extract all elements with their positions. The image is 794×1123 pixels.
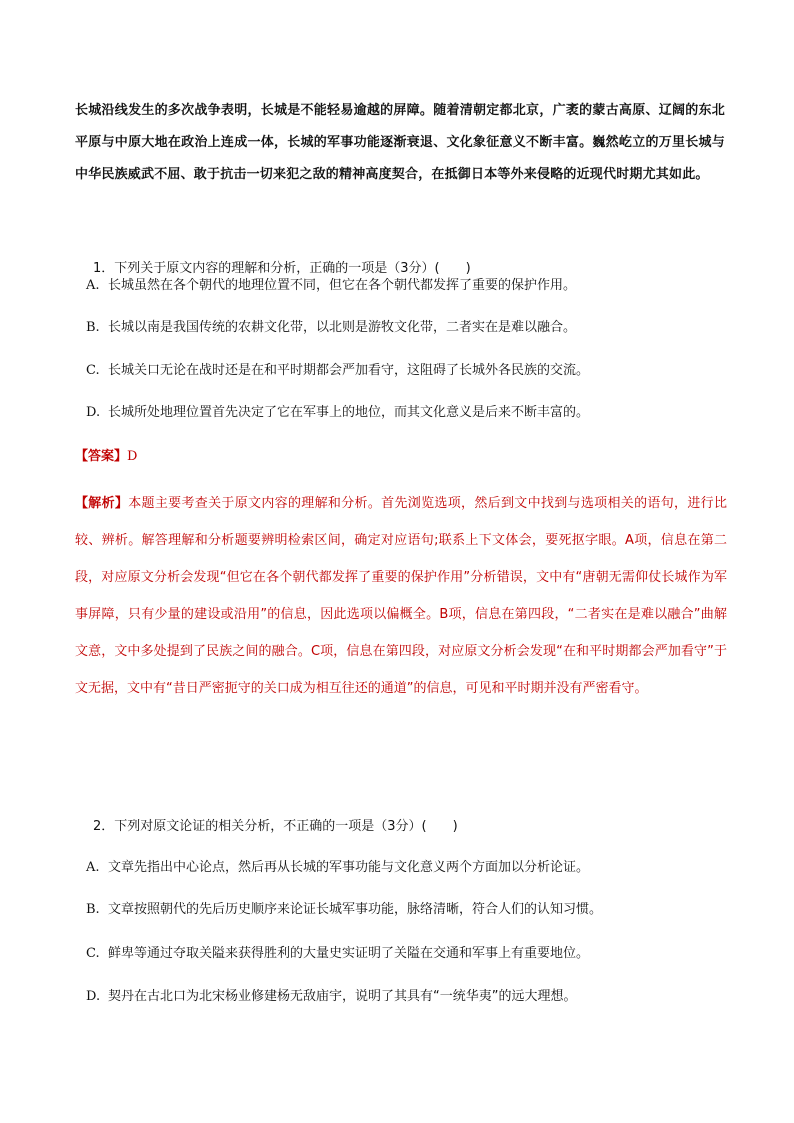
question-1-option-c [86, 361, 746, 381]
option-letter: D. [86, 989, 101, 1004]
question-1-stem: 1．下列关于原文内容的理解和分析，正确的一项是（3分）( ) [93, 261, 471, 276]
question-2-option-d [86, 987, 746, 1007]
question-2-stem: 2．下列对原文论证的相关分析，不正确的一项是（3分）( ) [93, 819, 458, 834]
analysis-text: 本题主要考查关于原文内容的理解和分析。首先浏览选项，然后到文中找到与选项相关的语句，进行比较、辨析。解答理解和分析题要辨明检索区间，确定对应语句;联系上下文体会，要死抠字眼。A项，信息在第二段，对应原文分析会发现“但它在各个朝代都发挥了重要的保护作用”分析错误，文中有“唐朝无需仰仗长城作为军事屏障，只有少量的建设或沿用”的信息，因此选项以偏概全。B项，信息在第四段，“二者实在是难以融合”曲解文意，文中多处提到了民族之间的融合。C项，信息在第四段，对应原文分析会发现“在和平时期都会严加看守”于文无据，文中有“昔日严密扼守的关口成为相互往还的通道”的信息，可见和平时期并没有严密看守。 [75, 496, 727, 696]
option-letter: C. [86, 363, 100, 378]
question-1-option-a [86, 276, 746, 296]
analysis-block [75, 485, 727, 707]
option-letter: C. [86, 946, 100, 961]
option-letter: A. [86, 278, 100, 293]
passage-text: 长城沿线发生的多次战争表明，长城是不能轻易逾越的屏障。随着清朝定都北京，广袤的蒙古高原、辽阔的东北平原与中原大地在政治上连成一体，长城的军事功能逐渐衰退、文化象征意义不断丰富。巍然屹立的万里长城与中华民族威武不屈、敢于抗击一切来犯之敌的精神高度契合，在抵御日本等外来侵略的近现代时期尤其如此。 [75, 103, 725, 182]
question-2-option-c [86, 944, 746, 964]
option-letter: B. [86, 902, 100, 917]
option-text: 鲜卑等通过夺取关隘来获得胜利的大量史实证明了关隘在交通和军事上有重要地位。 [108, 946, 590, 961]
option-text: 长城所处地理位置首先决定了它在军事上的地位，而其文化意义是后来不断丰富的。 [108, 405, 590, 420]
option-letter: A. [86, 860, 100, 875]
option-letter: B. [86, 320, 100, 335]
question-2-option-a [86, 858, 746, 878]
question-1-option-b [86, 318, 746, 338]
analysis-tag: 【解析】 [75, 496, 129, 511]
option-letter: D. [86, 405, 101, 420]
answer-line [75, 447, 137, 467]
option-text: 长城关口无论在战时还是在和平时期都会严加看守，这阻碍了长城外各民族的交流。 [108, 363, 590, 378]
question-1-option-d [86, 403, 746, 423]
answer-tag: 【答案】 [75, 449, 128, 464]
question-2-option-b [86, 900, 746, 920]
option-text: 长城虽然在各个朝代的地理位置不同，但它在各个朝代都发挥了重要的保护作用。 [108, 278, 577, 293]
answer-value: D [127, 449, 138, 464]
option-text: 文章先指出中心论点，然后再从长城的军事功能与文化意义两个方面加以分析论证。 [108, 860, 590, 875]
option-text: 文章按照朝代的先后历史顺序来论证长城军事功能，脉络清晰，符合人们的认知习惯。 [108, 902, 603, 917]
option-text: 长城以南是我国传统的农耕文化带，以北则是游牧文化带，二者实在是难以融合。 [108, 320, 577, 335]
option-text: 契丹在古北口为北宋杨业修建杨无敌庙宇，说明了其具有“一统华夷”的远大理想。 [108, 989, 577, 1004]
